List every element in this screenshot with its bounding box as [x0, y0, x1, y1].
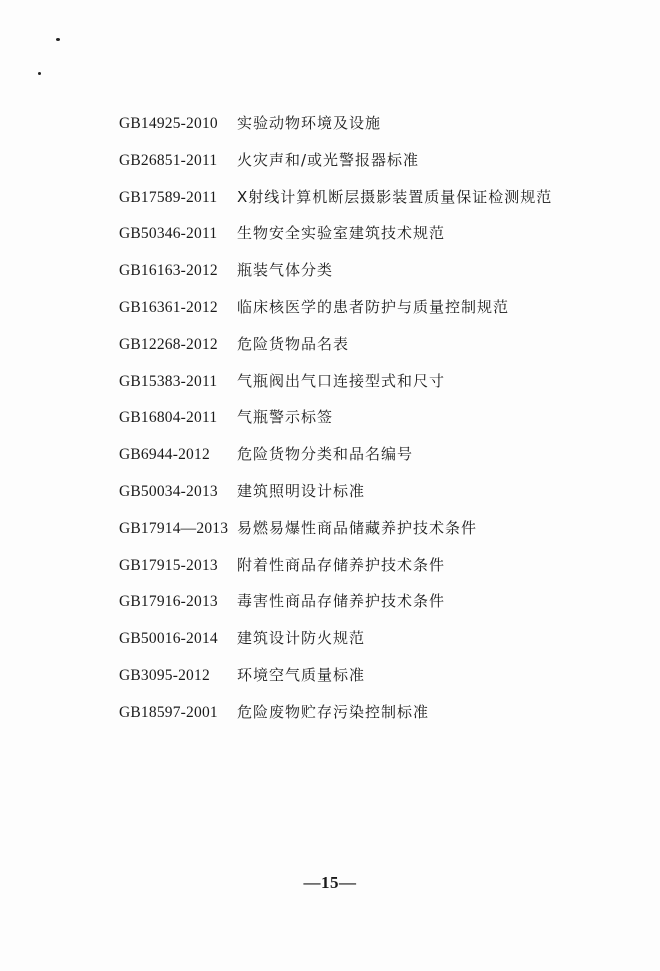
standard-code: GB17914—2013	[119, 519, 229, 537]
standard-row	[119, 406, 639, 443]
standard-title: 危险货物分类和品名编号	[237, 445, 414, 464]
standard-code: GB50034-2013	[119, 482, 218, 500]
standard-row	[119, 517, 639, 554]
standard-code: GB6944-2012	[119, 446, 210, 464]
standard-row	[119, 701, 639, 738]
standard-row	[119, 664, 639, 701]
standard-title: 附着性商品存储养护技术条件	[237, 555, 446, 574]
standard-row	[119, 259, 639, 296]
standard-title: X射线计算机断层摄影装置质量保证检测规范	[237, 187, 553, 206]
standard-row	[119, 554, 639, 591]
standard-title: 生物安全实验室建筑技术规范	[237, 224, 446, 243]
standard-title: 建筑设计防火规范	[237, 629, 366, 648]
standard-row	[119, 222, 639, 259]
standard-code: GB17915-2013	[119, 556, 218, 574]
standard-row	[119, 443, 639, 480]
standard-title: 实验动物环境及设施	[237, 114, 382, 132]
standard-row	[119, 333, 639, 370]
standards-list	[119, 112, 639, 738]
standard-code: GB17589-2011	[119, 188, 218, 206]
standard-code: GB3095-2012	[119, 666, 210, 684]
standard-code: GB26851-2011	[119, 151, 218, 169]
standard-code: GB50346-2011	[119, 225, 218, 243]
standard-row	[119, 186, 639, 223]
standard-title: 火灾声和/或光警报器标准	[237, 150, 420, 169]
standard-code: GB50016-2014	[119, 630, 218, 648]
standard-row	[119, 296, 639, 333]
standard-row	[119, 480, 639, 517]
standard-title: 危险货物品名表	[237, 334, 350, 353]
standard-code: GB16163-2012	[119, 262, 218, 280]
standard-code: GB15383-2011	[119, 372, 218, 390]
standard-title: 环境空气质量标准	[237, 665, 366, 684]
standard-code: GB18597-2001	[119, 703, 218, 721]
standard-title: 毒害性商品存储养护技术条件	[237, 592, 446, 611]
standard-row	[119, 590, 639, 627]
standard-title: 建筑照明设计标准	[237, 481, 366, 500]
standard-row	[119, 112, 639, 149]
page-number: —15—	[303, 873, 357, 892]
standard-row	[119, 627, 639, 664]
standard-title: 危险废物贮存污染控制标准	[237, 702, 430, 721]
standard-code: GB16804-2011	[119, 409, 218, 427]
scan-speck	[38, 72, 41, 75]
standard-title: 易燃易爆性商品储藏养护技术条件	[237, 518, 478, 537]
standard-row	[119, 149, 639, 186]
standard-title: 临床核医学的患者防护与质量控制规范	[237, 297, 510, 316]
standard-code: GB12268-2012	[119, 335, 218, 353]
scan-speck	[56, 38, 60, 41]
standard-code: GB14925-2010	[119, 115, 218, 132]
standard-title: 瓶装气体分类	[237, 261, 334, 280]
standard-code: GB16361-2012	[119, 298, 218, 316]
standard-title: 气瓶警示标签	[237, 408, 334, 427]
standard-title: 气瓶阀出气口连接型式和尺寸	[237, 371, 446, 390]
standard-code: GB17916-2013	[119, 593, 218, 611]
standard-row	[119, 370, 639, 407]
